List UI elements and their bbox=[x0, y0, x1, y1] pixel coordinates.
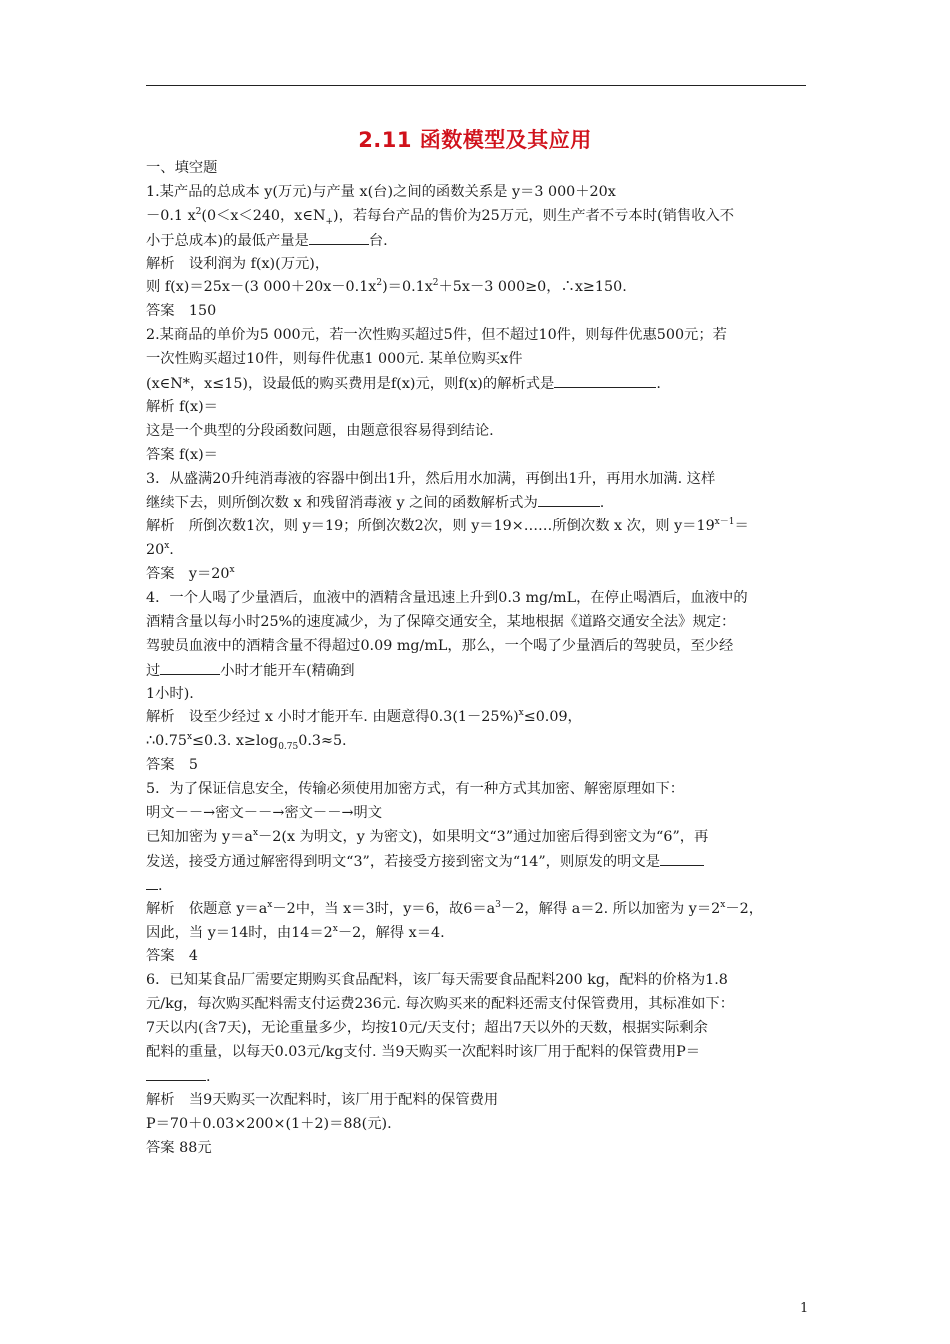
problem-4-line-2: 酒精含量以每小时25%的速度减少，为了保障交通安全，某地根据《道路交通安全法》规定： bbox=[146, 613, 736, 630]
problem-4-line-5: 1小时). bbox=[146, 685, 194, 702]
problem-1-answer: 答案 150 bbox=[146, 303, 217, 320]
problem-5-line-1: 5．为了保证信息安全，传输必须使用加密方式，有一种方式其加密、解密原理如下： bbox=[146, 781, 685, 798]
answer-blank bbox=[146, 874, 158, 890]
answer-blank bbox=[660, 850, 704, 866]
problem-5-answer: 答案 4 bbox=[146, 948, 198, 965]
problem-2-analysis-1: 解析 f(x)＝ bbox=[146, 398, 218, 415]
problem-4-answer: 答案 5 bbox=[146, 757, 198, 774]
problem-2-line-2: 一次性购买超过10件，则每件优惠1 000元. 某单位购买x件 bbox=[146, 351, 523, 368]
problem-1-line-1: 1.某产品的总成本 y(万元)与产量 x(台)之间的函数关系是 y＝3 000＋20x bbox=[146, 183, 616, 200]
problem-6-answer: 答案 88元 bbox=[146, 1139, 212, 1156]
problem-5-analysis-1: 解析 依题意 $y=a^x-2$中，当 x＝3时，y＝6，故$6=a^3-2$，解得 a＝2. 所以加密为 $y=2^x-2$， bbox=[146, 899, 764, 917]
problem-1-analysis-2: 则 f(x)＝25x－(3 $000+20x-0.1x^2)=0.1x^2+5x-3$ 000≥0，∴x≥150. bbox=[146, 278, 627, 296]
problem-3-answer: 答案 $y=20^x$ bbox=[146, 565, 235, 583]
problem-3-analysis-1: 解析 所倒次数1次，则 y＝19；所倒次数2次，则 y＝19×……所倒次数 x 次，则 $y=19^{x-1}=$ bbox=[146, 517, 749, 535]
problem-2-answer: 答案 f(x)＝ bbox=[146, 446, 218, 463]
problem-1-analysis-1: 解析 设利润为 f(x)(万元)， bbox=[146, 255, 330, 272]
problem-4-analysis-2: $\therefore 0.75^x\le 0.3$. $x\ge\log_{0.75}0.3\approx 5$. bbox=[146, 732, 347, 753]
header-rule bbox=[146, 85, 806, 86]
page-title: 2.11 函数模型及其应用 bbox=[358, 128, 592, 152]
problem-5-line-2: 明文－－→密文－－→密文－－→明文 bbox=[146, 805, 383, 822]
problem-4-line-4: 过 小时才能开车(精确到 bbox=[146, 659, 810, 683]
problem-3-line-1: 3．从盛满20升纯消毒液的容器中倒出1升，然后用水加满，再倒出1升，再用水加满. 这样 bbox=[146, 470, 716, 487]
answer-blank bbox=[309, 229, 369, 245]
problem-4-line-1: 4．一个人喝了少量酒后，血液中的酒精含量迅速上升到0.3 mg/mL，在停止喝酒后，血液中的 bbox=[146, 590, 748, 607]
page-number: 1 bbox=[800, 1301, 809, 1316]
problem-6-analysis-2: P＝70＋0.03×200×(1＋2)＝88(元). bbox=[146, 1115, 392, 1132]
answer-blank bbox=[160, 659, 220, 675]
problem-6-line-2: 元/kg，每次购买配料需支付运费236元. 每次购买来的配料还需支付保管费用，其标准如下： bbox=[146, 996, 734, 1013]
problem-2-line-3: (x∈N*，x≤15)，设最低的购买费用是f(x)元，则f(x)的解析式是 . bbox=[146, 372, 810, 396]
problem-1-line-2: －0.1 $x^2(0<x<240$，$x\in N_+$)，若每台产品的售价为25万元，则生产者不亏本时(销售收入不 bbox=[146, 207, 735, 227]
problem-2-analysis-2: 这是一个典型的分段函数问题，由题意很容易得到结论. bbox=[146, 422, 494, 439]
problem-6-line-4: 配料的重量，以每天0.03元/kg支付. 当9天购买一次配料时该厂用于配料的保管费用P＝ bbox=[146, 1043, 701, 1060]
document-body bbox=[146, 157, 810, 1160]
problem-6-line-3: 7天以内(含7天)，无论重量多少，均按10元/天支付；超出7天以外的天数，根据实际剩余 bbox=[146, 1020, 708, 1037]
answer-blank bbox=[554, 372, 656, 388]
problem-5-line-5: . bbox=[146, 874, 810, 898]
problem-4-analysis-1: 解析 设至少经过 x 小时才能开车. 由题意得$0.3(1-25\%)^x\le 0.09$， bbox=[146, 708, 582, 726]
problem-2-line-1: 2.某商品的单价为5 000元，若一次性购买超过5件，但不超过10件，则每件优惠500元；若 bbox=[146, 327, 727, 344]
problem-5-analysis-2: 因此，当 y＝14时，由$14=2^x-2$，解得 x＝4. bbox=[146, 923, 445, 941]
problem-6-analysis-1: 解析 当9天购买一次配料时，该厂用于配料的保管费用 bbox=[146, 1091, 499, 1108]
problem-6-line-5: . bbox=[146, 1065, 810, 1089]
problem-1-line-3: 小于总成本)的最低产量是 台. bbox=[146, 229, 810, 253]
problem-4-line-3: 驾驶员血液中的酒精含量不得超过0.09 mg/mL，那么，一个喝了少量酒后的驾驶员，至少经 bbox=[146, 637, 734, 654]
answer-blank bbox=[538, 491, 600, 507]
problem-3-line-2: 继续下去，则所倒次数 x 和残留消毒液 y 之间的函数解析式为 . bbox=[146, 491, 810, 515]
problem-5-line-3: 已知加密为 $y=a^x-2(x$ 为明文，y 为密文)，如果明文“3”通过加密后得到密文为“6”，再 bbox=[146, 828, 709, 845]
section-heading: 一、填空题 bbox=[146, 160, 218, 176]
answer-blank bbox=[146, 1065, 206, 1081]
problem-6-line-1: 6．已知某食品厂需要定期购买食品配料，该厂每天需要食品配料200 kg，配料的价格为1.8 bbox=[146, 972, 728, 989]
problem-3-analysis-2: 20$^x$. bbox=[146, 541, 174, 559]
problem-5-line-4: 发送，接受方通过解密得到明文“3”，若接受方接到密文为“14”，则原发的明文是 bbox=[146, 850, 810, 874]
